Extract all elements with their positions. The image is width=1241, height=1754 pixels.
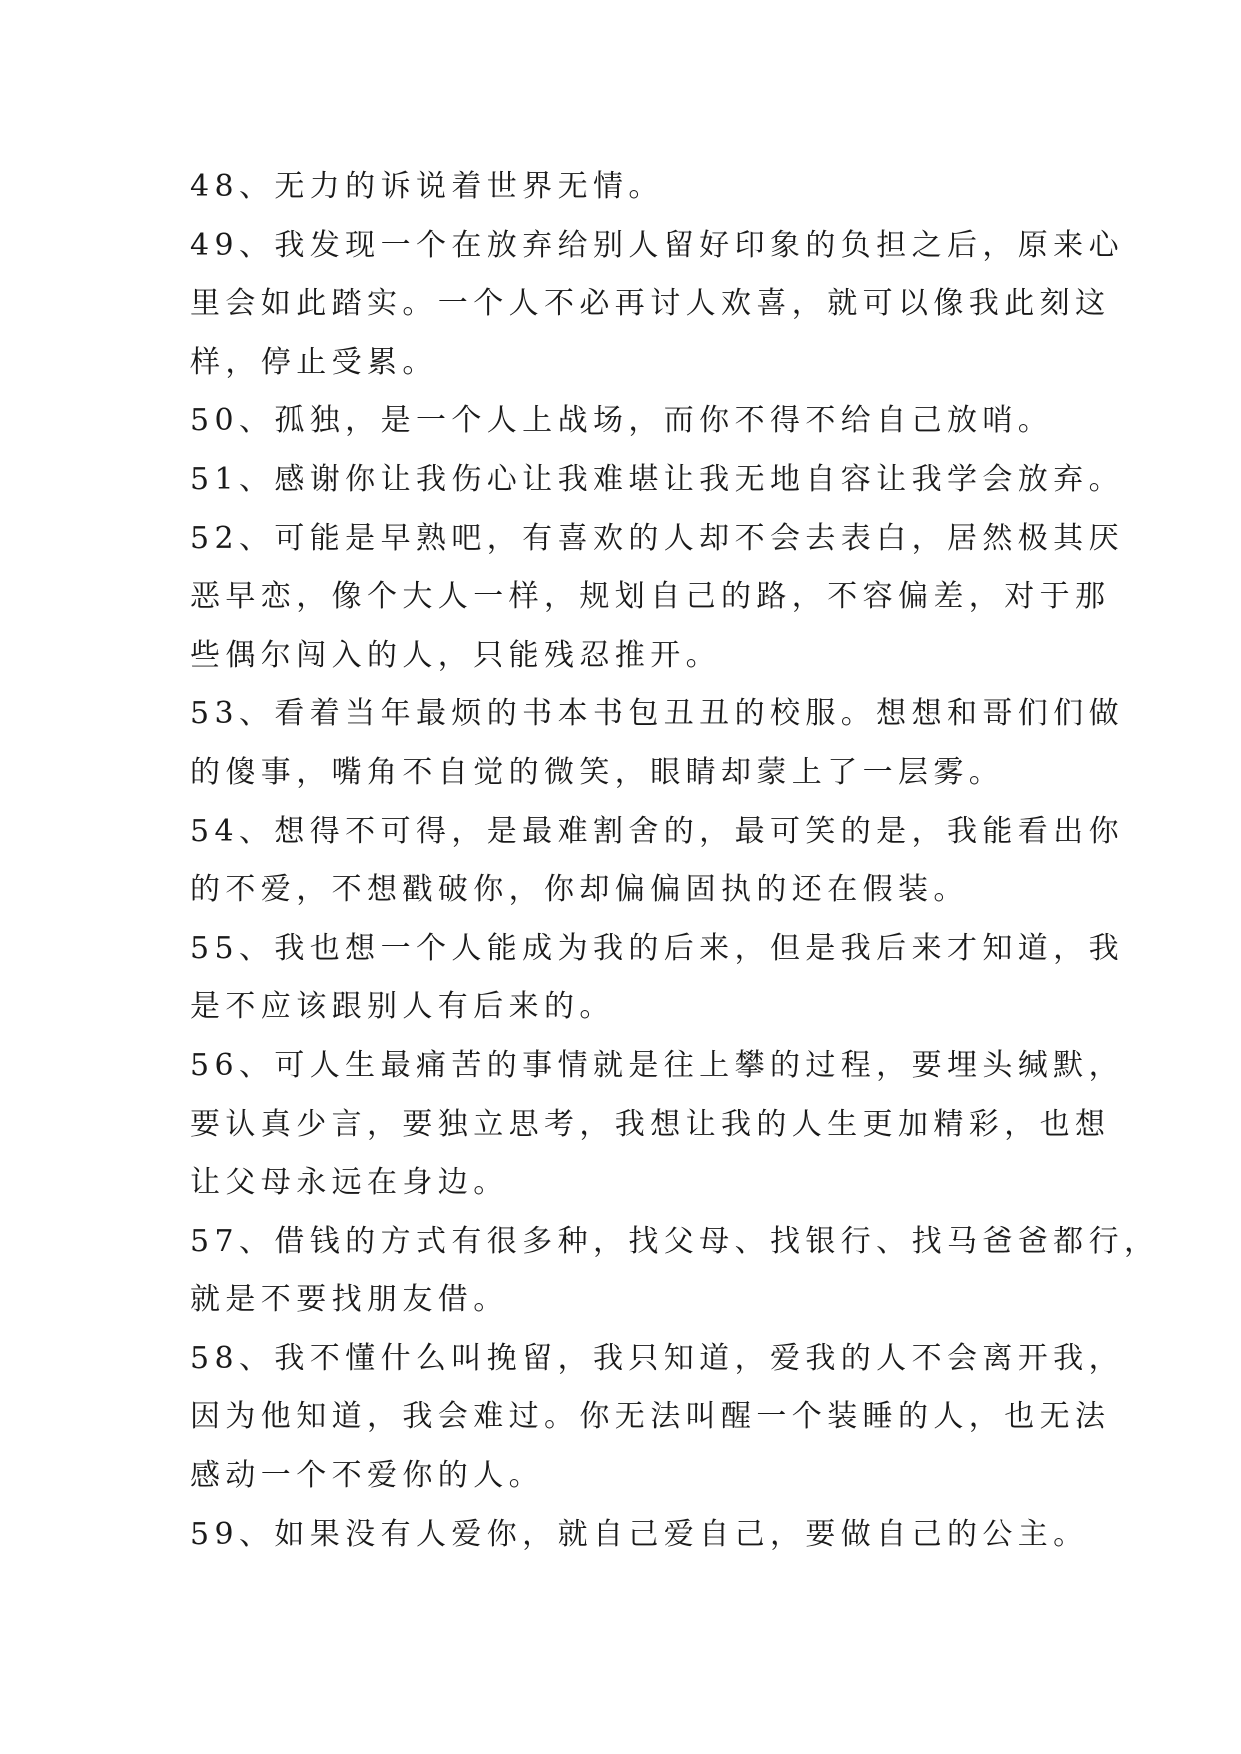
- text-line: 49、我发现一个在放弃给别人留好印象的负担之后，原来心: [190, 227, 1124, 263]
- text-line: 52、可能是早熟吧，有喜欢的人却不会去表白，居然极其厌: [190, 520, 1124, 556]
- text-line: 恶早恋，像个大人一样，规划自己的路，不容偏差，对于那: [190, 579, 1111, 615]
- text-line: 55、我也想一个人能成为我的后来，但是我后来才知道，我: [190, 930, 1124, 966]
- text-line: 要认真少言，要独立思考，我想让我的人生更加精彩，也想: [190, 1106, 1111, 1142]
- text-line: 的不爱，不想戳破你，你却偏偏固执的还在假装。: [190, 872, 969, 908]
- text-line: 因为他知道，我会难过。你无法叫醒一个装睡的人，也无法: [190, 1399, 1111, 1435]
- text-line: 的傻事，嘴角不自觉的微笑，眼睛却蒙上了一层雾。: [190, 754, 1005, 790]
- text-line: 53、看着当年最烦的书本书包丑丑的校服。想想和哥们们做: [190, 696, 1124, 732]
- text-line: 些偶尔闯入的人，只能残忍推开。: [190, 637, 721, 673]
- text-line: 感动一个不爱你的人。: [190, 1458, 544, 1494]
- text-line: 就是不要找朋友借。: [190, 1282, 509, 1318]
- text-line: 样，停止受累。: [190, 344, 438, 380]
- text-line: 是不应该跟别人有后来的。: [190, 989, 615, 1025]
- text-line: 57、借钱的方式有很多种，找父母、找银行、找马爸爸都行，: [190, 1223, 1160, 1259]
- text-line: 59、如果没有人爱你，就自己爱自己，要做自己的公主。: [190, 1516, 1089, 1552]
- text-line: 里会如此踏实。一个人不必再讨人欢喜，就可以像我此刻这: [190, 286, 1111, 322]
- text-line: 58、我不懂什么叫挽留，我只知道，爱我的人不会离开我，: [190, 1340, 1124, 1376]
- text-line: 56、可人生最痛苦的事情就是往上攀的过程，要埋头缄默，: [190, 1047, 1124, 1083]
- document-body: [190, 158, 1160, 1564]
- text-line: 54、想得不可得，是最难割舍的，最可笑的是，我能看出你: [190, 813, 1124, 849]
- text-line: 51、感谢你让我伤心让我难堪让我无地自容让我学会放弃。: [190, 461, 1124, 497]
- text-line: 让父母永远在身边。: [190, 1165, 509, 1201]
- text-line: 48、无力的诉说着世界无情。: [190, 169, 664, 204]
- text-line: 50、孤独，是一个人上战场，而你不得不给自己放哨。: [190, 403, 1054, 439]
